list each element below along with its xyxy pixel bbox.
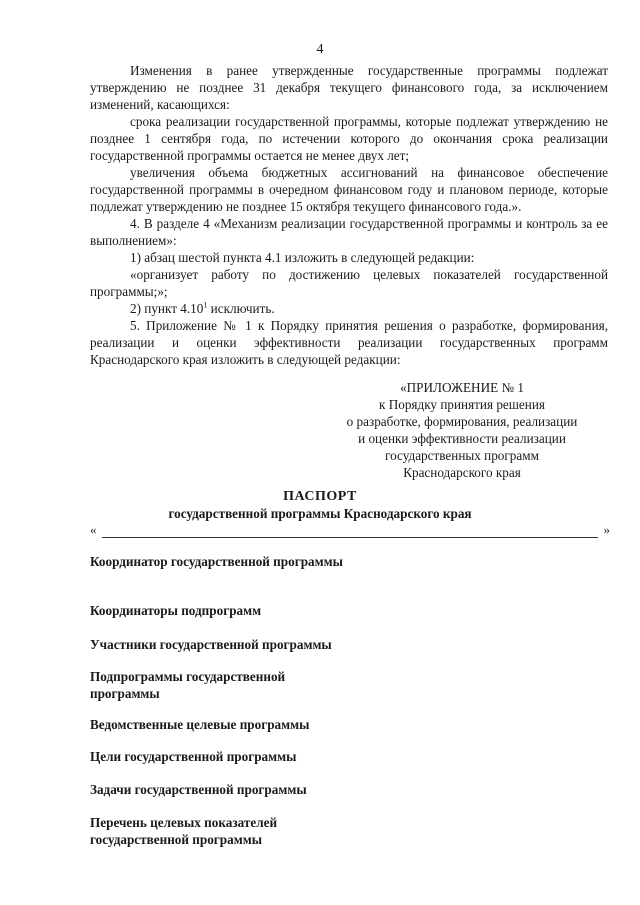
field-subprogram-coordinators: Координаторы подпрограмм <box>90 603 262 618</box>
blank-underline <box>102 537 598 538</box>
field-departmental-programs: Ведомственные целевые программы <box>90 717 310 732</box>
appendix-line: к Порядку принятия решения <box>379 397 545 412</box>
quote-close: » <box>603 522 610 537</box>
program-name-blank <box>90 522 610 540</box>
appendix-line: «ПРИЛОЖЕНИЕ № 1 <box>400 380 524 395</box>
appendix-line: Краснодарского края <box>403 465 521 480</box>
page-number: 4 <box>316 42 324 57</box>
passport-subtitle: государственной программы Краснодарского края <box>168 506 472 521</box>
appendix-line: и оценки эффективности реализации <box>358 431 566 446</box>
passport-title: ПАСПОРТ <box>283 489 357 504</box>
paragraph-point-4-10 <box>90 300 608 317</box>
field-coordinator: Координатор государственной программы <box>90 554 343 569</box>
appendix-line: о разработке, формирования, реализации <box>346 414 578 429</box>
appendix-header <box>300 379 624 481</box>
body-text <box>90 62 608 368</box>
field-goals: Цели государственной программы <box>90 749 297 764</box>
field-target-indicators: Перечень целевых показателей государственной программы <box>90 815 278 847</box>
field-participants: Участники государственной программы <box>90 637 332 652</box>
point-4-10-text: 2) пункт 4.10 <box>130 301 204 316</box>
paragraph: 4. В разделе 4 «Механизм реализации государственной программы и контроль за ее выполнением»: <box>90 216 608 248</box>
paragraph: срока реализации государственной программы, которые подлежат утверждению не позднее 1 сентября года, по истечении которого до окончания срока реализации государственной программы остается не менее двух лет; <box>90 114 608 163</box>
superscript: 1 <box>203 300 208 310</box>
point-4-10-tail: исключить. <box>207 301 275 316</box>
quote-open: « <box>90 522 97 537</box>
field-tasks: Задачи государственной программы <box>90 782 307 797</box>
paragraph: 5. Приложение № 1 к Порядку принятия решения о разработке, формирования, реализации и оценки эффективности реализации государственных программ Краснодарского края изложить в следующей редакции: <box>90 318 608 367</box>
paragraph: Изменения в ранее утвержденные государственные программы подлежат утверждению не позднее 31 декабря текущего финансового года, за исключением изменений, касающихся: <box>90 63 608 112</box>
paragraph: 1) абзац шестой пункта 4.1 изложить в следующей редакции: <box>130 250 475 265</box>
paragraph: увеличения объема бюджетных ассигнований на финансовое обеспечение государственной программы в очередном финансовом году и плановом периоде, которые подлежат утверждению не позднее 15 октября текущего финансового года.». <box>90 165 608 214</box>
field-subprograms: Подпрограммы государственной программы <box>90 669 286 701</box>
appendix-line: государственных программ <box>385 448 539 463</box>
paragraph: «организует работу по достижению целевых показателей государственной программы;»; <box>90 267 608 299</box>
